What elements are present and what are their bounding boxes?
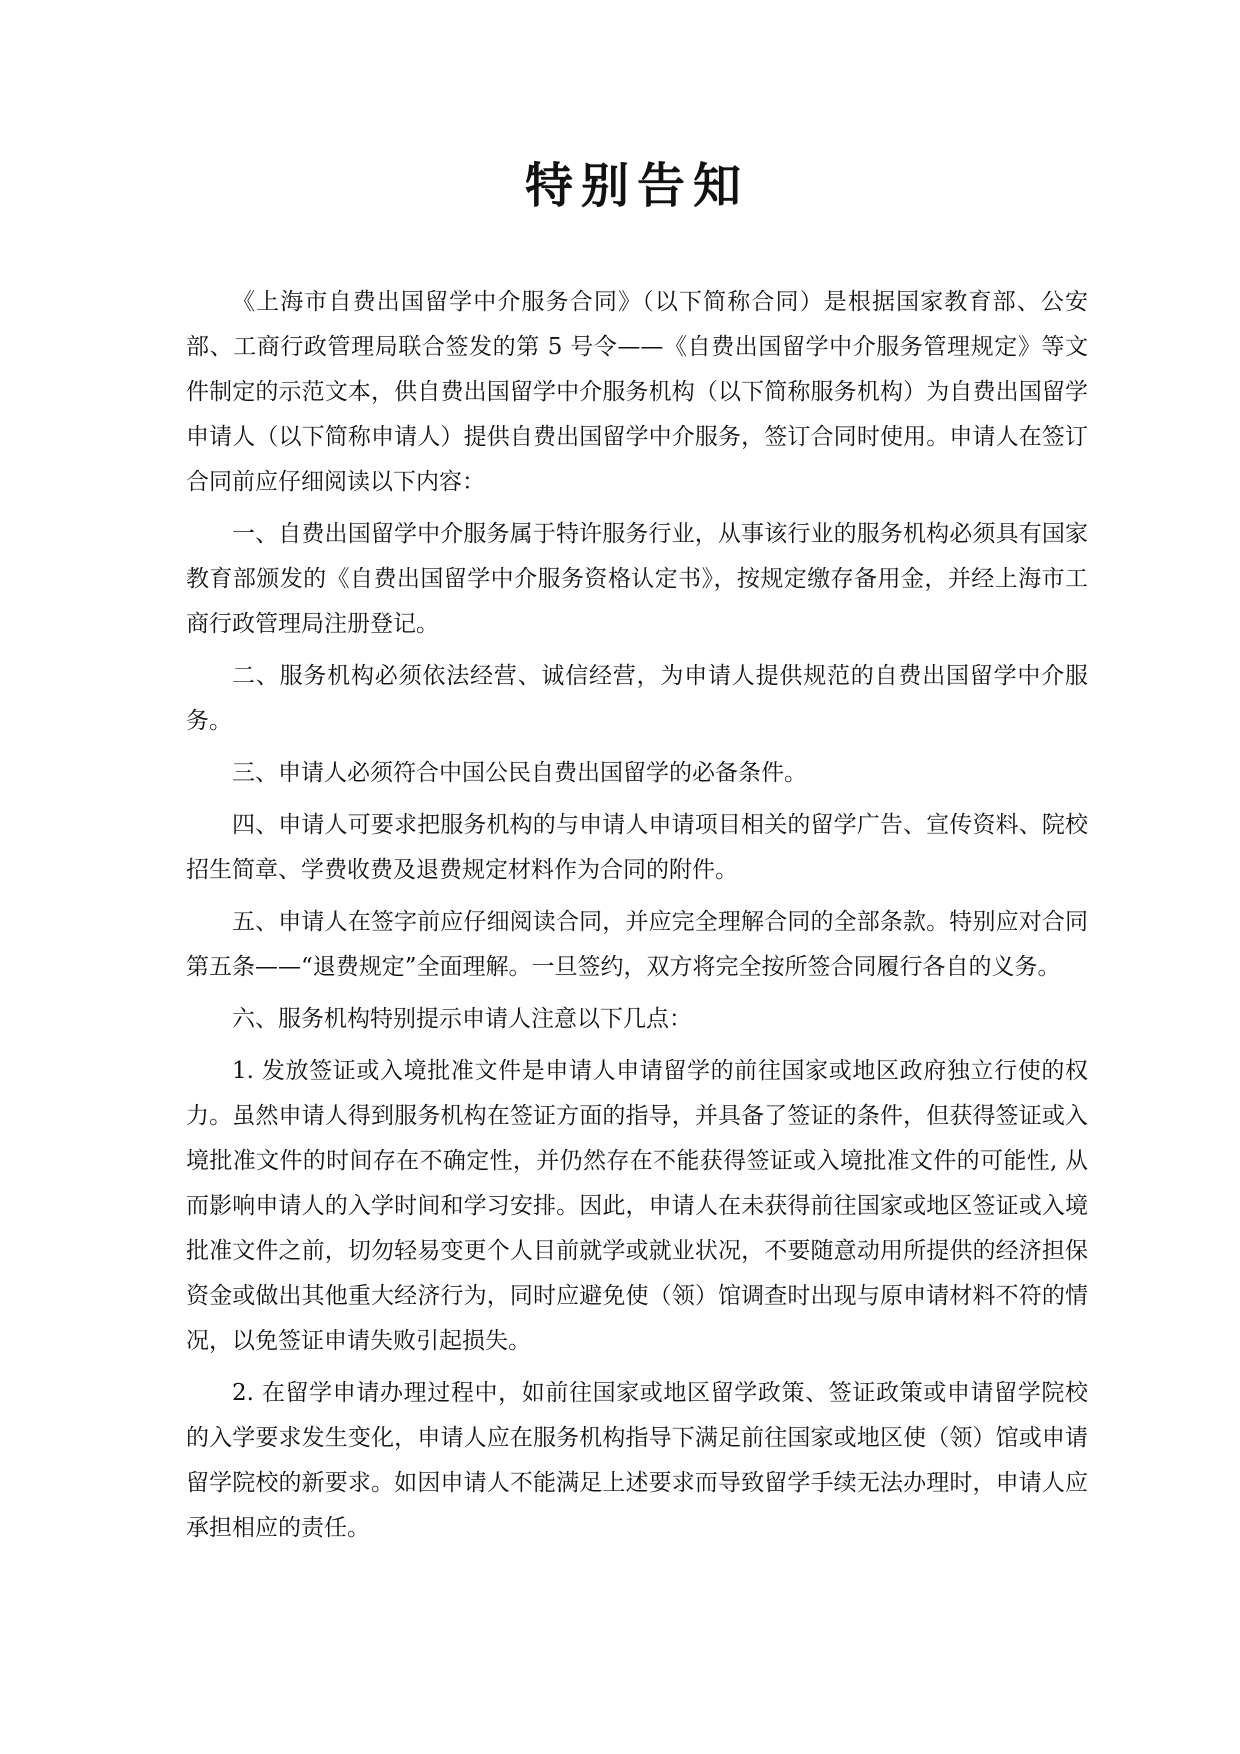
- paragraph-intro: 《上海市自费出国留学中介服务合同》（以下简称合同）是根据国家教育部、公安部、工商行政管理局联合签发的第 5 号令——《自费出国留学中介服务管理规定》等文件制定的示范文本，供自费出国留学中介服务机构（以下简称服务机构）为自费出国留学申请人（以下简称申请人）提供自费出国留学中介服务，签订合同时使用。申请人在签订合同前应仔细阅读以下内容：: [186, 289, 1088, 495]
- document-body: [186, 280, 1088, 1558]
- paragraph-item-4: 四、申请人可要求把服务机构的与申请人申请项目相关的留学广告、宣传资料、院校招生简章、学费收费及退费规定材料作为合同的附件。: [186, 812, 1088, 883]
- paragraph-item-2: 二、服务机构必须依法经营、诚信经营，为申请人提供规范的自费出国留学中介服务。: [186, 663, 1088, 734]
- paragraph-item-6: 六、服务机构特别提示申请人注意以下几点：: [232, 1006, 692, 1032]
- paragraph-item-1: 一、自费出国留学中介服务属于特许服务行业，从事该行业的服务机构必须具有国家教育部颁发的《自费出国留学中介服务资格认定书》，按规定缴存备用金，并经上海市工商行政管理局注册登记。: [186, 521, 1088, 637]
- document-page: [186, 0, 1088, 1754]
- paragraph-item-3: 三、申请人必须符合中国公民自费出国留学的必备条件。: [232, 760, 807, 786]
- paragraph-item-5: 五、申请人在签字前应仔细阅读合同，并应完全理解合同的全部条款。特别应对合同第五条——“退费规定”全面理解。一旦签约，双方将完全按所签合同履行各自的义务。: [186, 909, 1088, 980]
- document-title: 特别告知: [524, 158, 749, 214]
- paragraph-subitem-1: 1. 发放签证或入境批准文件是申请人申请留学的前往国家或地区政府独立行使的权力。虽然申请人得到服务机构在签证方面的指导，并具备了签证的条件，但获得签证或入境批准文件的时间存在不确定性，并仍然存在不能获得签证或入境批准文件的可能性, 从而影响申请人的入学时间和学习安排。因此，申请人在未获得前往国家或地区签证或入境批准文件之前，切勿轻易变更个人目前就学或就业状况，不要随意动用所提供的经济担保资金或做出其他重大经济行为，同时应避免使（领）馆调查时出现与原申请材料不符的情况，以免签证申请失败引起损失。: [186, 1058, 1088, 1354]
- paragraph-subitem-2: 2. 在留学申请办理过程中，如前往国家或地区留学政策、签证政策或申请留学院校的入学要求发生变化，申请人应在服务机构指导下满足前往国家或地区使（领）馆或申请留学院校的新要求。如因申请人不能满足上述要求而导致留学手续无法办理时，申请人应承担相应的责任。: [186, 1380, 1088, 1541]
